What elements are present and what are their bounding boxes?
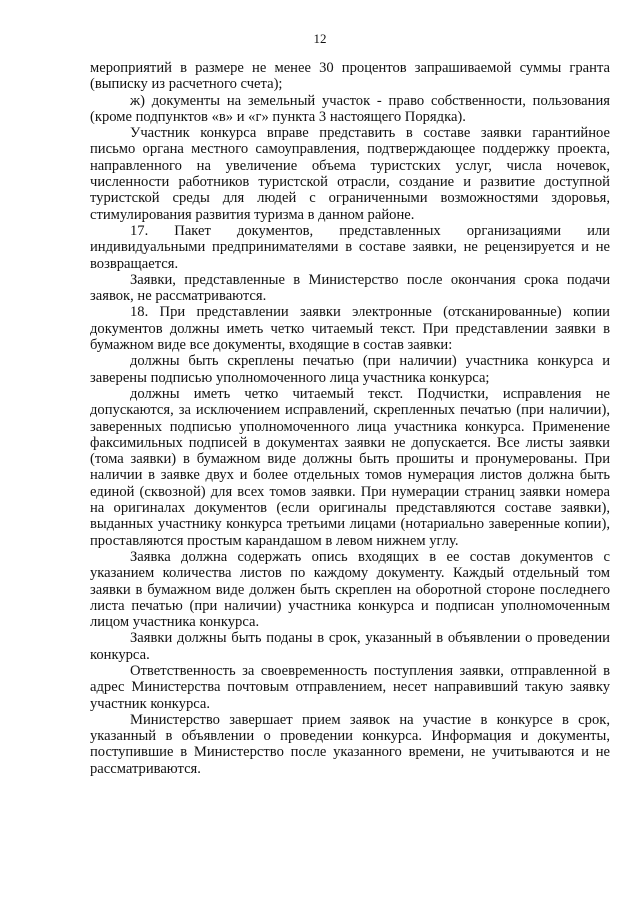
paragraph-item-zh: ж) документы на земельный участок - право собственности, пользования (кроме подпунктов «в» и «г» пункта 3 настоящего Порядка). [90, 92, 610, 125]
page-number: 12 [313, 31, 327, 46]
paragraph-sealed: должны быть скреплены печатью (при наличии) участника конкурса и заверены подписью уполномоченного лица участника конкурса; [90, 353, 610, 386]
document-body [90, 60, 610, 777]
paragraph-inventory: Заявка должна содержать опись входящих в ее состав документов с указанием количества листов по каждому документу. Каждый отдельный том заявки в бумажном виде должен быть скреплен на оборотной стороне последнего листа печатью (при наличии) участника конкурса и подписан уполномоченным лицом участника конкурса. [90, 548, 610, 631]
paragraph-guarantee-letter: Участник конкурса вправе представить в составе заявки гарантийное письмо органа местного самоуправления, подтверждающее поддержку проекта, направленного на увеличение объема туристских услуг, числа ночевок, численности работников туристской отрасли, создание и развитие доступной туристской среды для людей с ограниченными возможностями здоровья, стимулирования развития туризма в данном районе. [90, 125, 610, 223]
paragraph-readable: должны иметь четко читаемый текст. Подчистки, исправления не допускаются, за исключением исправлений, скрепленных печатью (при наличии), заверенных подписью уполномоченного лица участника конкурса. Применение факсимильных подписей в документах заявки не допускается. Все листы заявки (тома заявки) в бумажном виде должны быть прошиты и пронумерованы. При наличии в заявке двух и более отдельных томов нумерация листов должна быть единой (сквозной) для всех томов заявки. При нумерации страниц заявки номера на оригиналах документов (если оригиналы представляются составе заявки), выданных участнику конкурса третьими лицами (нотариально заверенные копии), проставляются простым карандашом в левом нижнем углу. [90, 385, 610, 549]
paragraph-continuation: мероприятий в размере не менее 30 процентов запрашиваемой суммы гранта (выписку из расчетного счета); [90, 60, 610, 93]
paragraph-acceptance-end: Министерство завершает прием заявок на участие в конкурсе в срок, указанный в объявлении о проведении конкурса. Информация и документы, поступившие в Министерство после указанного времени, не учитываются и не рассматриваются. [90, 711, 610, 777]
paragraph-responsibility: Ответственность за своевременность поступления заявки, отправленной в адрес Министерства почтовым отправлением, несет направивший такую заявку участник конкурса. [90, 662, 610, 712]
paragraph-late-applications: Заявки, представленные в Министерство после окончания срока подачи заявок, не рассматриваются. [90, 271, 610, 305]
paragraph-deadline: Заявки должны быть поданы в срок, указанный в объявлении о проведении конкурса. [90, 630, 610, 663]
paragraph-18: 18. При представлении заявки электронные (отсканированные) копии документов должны иметь четко читаемый текст. При представлении заявки в бумажном виде все документы, входящие в состав заявки: [90, 304, 610, 354]
paragraph-17: 17. Пакет документов, представленных организациями или индивидуальными предпринимателями в составе заявки, не рецензируется и не возвращается. [90, 222, 610, 272]
